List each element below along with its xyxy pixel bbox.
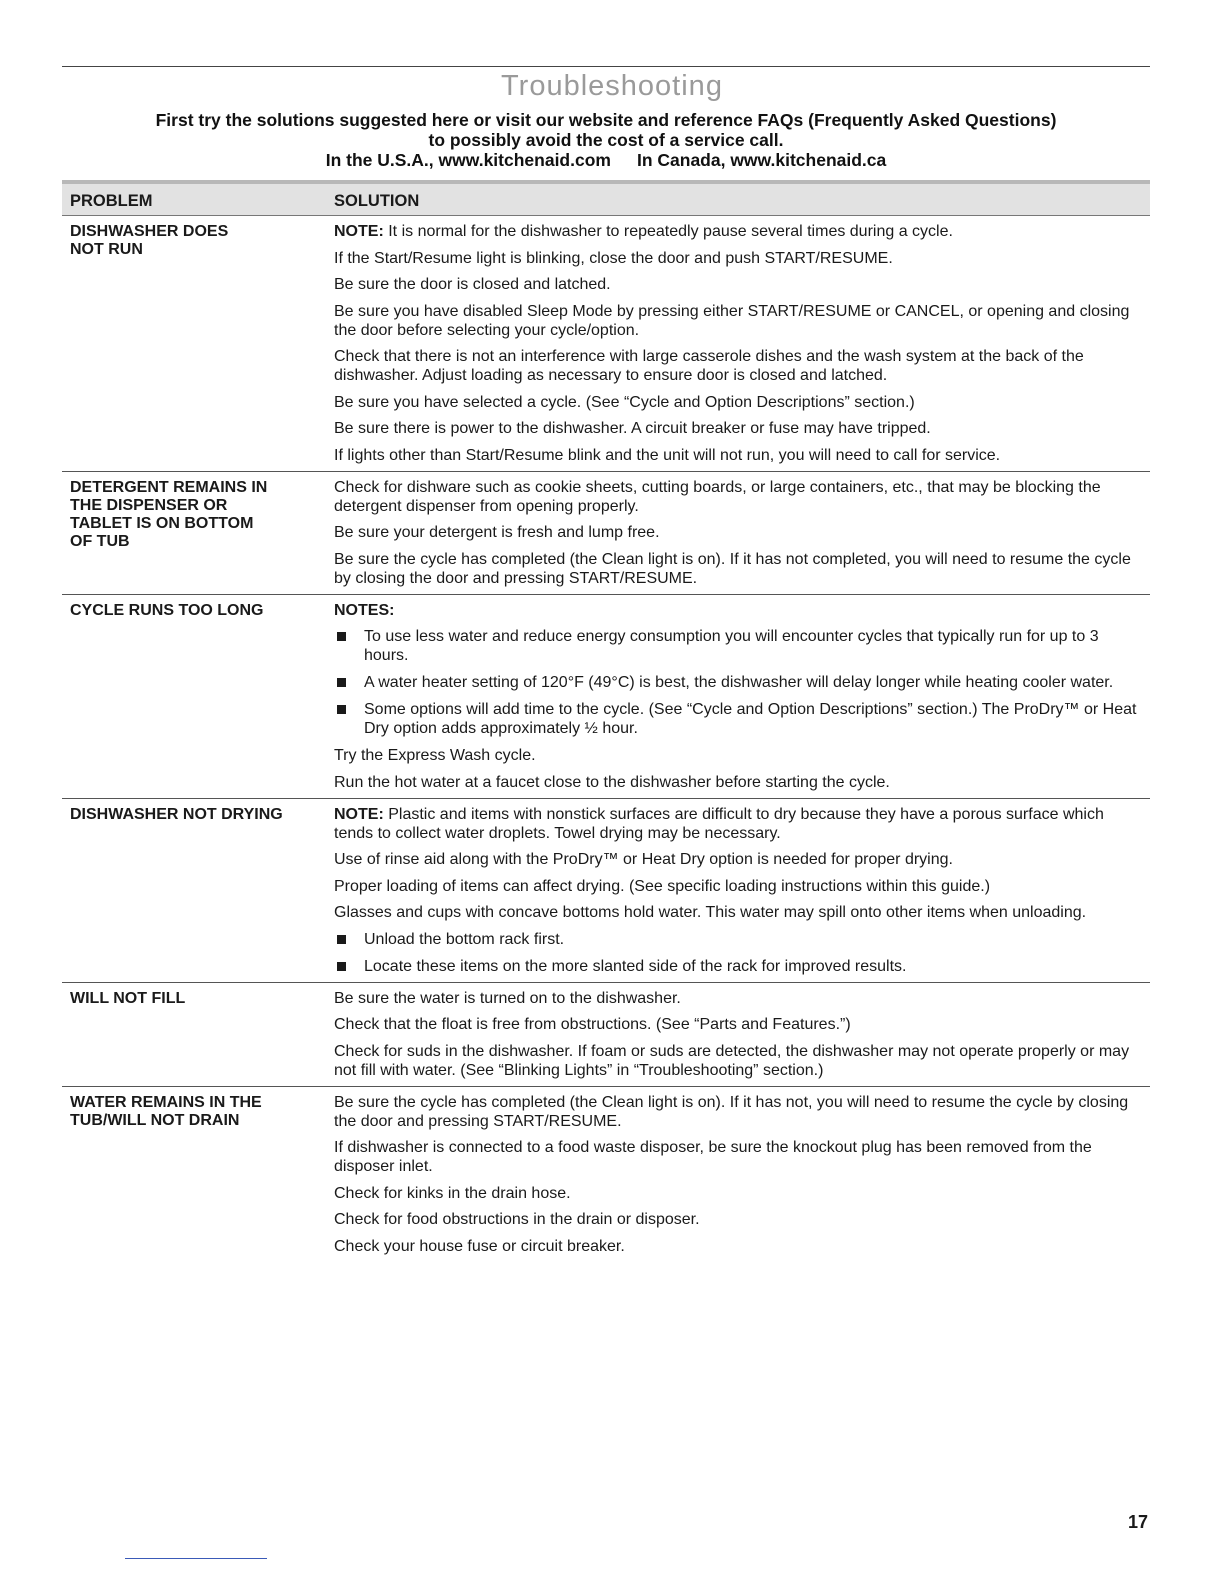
solution-note (334, 805, 1142, 843)
solution-cell (334, 222, 1150, 465)
table-row (62, 216, 1150, 472)
solution-cell (334, 1093, 1150, 1256)
note-label: NOTE: (334, 223, 384, 240)
problem-cell (62, 222, 334, 465)
problem-text: DETERGENT REMAINS IN THE DISPENSER OR TABLET IS ON BOTTOM OF TUB (70, 478, 268, 550)
solution-item: Use of rinse aid along with the ProDry™ or Heat Dry option is needed for proper drying. (334, 851, 953, 868)
solution-item: Be sure your detergent is fresh and lump free. (334, 524, 660, 541)
problem-text: WILL NOT FILL (70, 989, 186, 1007)
troubleshooting-table (62, 216, 1150, 1262)
solution-cell (334, 989, 1150, 1080)
table-row (62, 595, 1150, 799)
solution-cell (334, 601, 1150, 792)
bullet-text: Unload the bottom rack first. (364, 930, 565, 948)
bullet-item (334, 957, 1142, 976)
bullet-text: A water heater setting of 120°F (49°C) is best, the dishwasher will delay longer while heating cooler water. (364, 674, 1114, 691)
intro-websites (62, 150, 1150, 170)
intro-text (62, 110, 1150, 170)
solution-item: Check your house fuse or circuit breaker. (334, 1237, 625, 1255)
square-bullet-icon (337, 962, 346, 971)
notes-label: NOTES: (334, 601, 395, 619)
bullet-item (334, 673, 1142, 692)
problem-cell (62, 989, 334, 1080)
problem-cell (62, 805, 334, 976)
intro-line-1: First try the solutions suggested here or visit our website and reference FAQs (Frequently Asked Questions) (155, 110, 1057, 130)
canada-website: In Canada, www.kitchenaid.ca (636, 150, 887, 170)
problem-text: CYCLE RUNS TOO LONG (70, 601, 264, 619)
usa-website: In the U.S.A., www.kitchenaid.com (325, 150, 611, 170)
solution-item: Glasses and cups with concave bottoms hold water. This water may spill onto other items when unloading. (334, 904, 1087, 921)
bullet-item (334, 930, 1142, 949)
solution-cell (334, 805, 1150, 976)
solution-note (334, 222, 1142, 241)
solution-item: If the Start/Resume light is blinking, close the door and push START/RESUME. (334, 249, 893, 267)
solution-item: Be sure the cycle has completed (the Clean light is on). If it has not, you will need to resume the cycle by closing the door and pressing START/RESUME. (334, 1093, 1129, 1130)
solution-item: Proper loading of items can affect drying. (See specific loading instructions within this guide.) (334, 877, 991, 895)
solution-item: Try the Express Wash cycle. (334, 747, 536, 764)
solution-cell (334, 478, 1150, 588)
note-text: Plastic and items with nonstick surfaces are difficult to dry because they have a porous surface which tends to collect water droplets. Towel drying may be necessary. (334, 805, 1104, 842)
square-bullet-icon (337, 632, 346, 641)
bullet-text: Locate these items on the more slanted side of the rack for improved results. (364, 957, 907, 975)
solution-item: Be sure there is power to the dishwasher. A circuit breaker or fuse may have tripped. (334, 420, 931, 437)
problem-text: DISHWASHER DOES NOT RUN (70, 223, 229, 258)
solution-item: Check for kinks in the drain hose. (334, 1184, 571, 1202)
solution-item: Check for dishware such as cookie sheets, cutting boards, or large containers, etc., that may be blocking the detergent dispenser from opening properly. (334, 478, 1101, 515)
page-number: 17 (1128, 1512, 1149, 1532)
table-row (62, 799, 1150, 983)
page-title: Troubleshooting (501, 70, 723, 102)
note-label: NOTE: (334, 805, 384, 823)
solution-item: If lights other than Start/Resume blink and the unit will not run, you will need to call for service. (334, 446, 1001, 464)
solution-item: Check that the float is free from obstructions. (See “Parts and Features.”) (334, 1016, 851, 1033)
note-text: It is normal for the dishwasher to repeatedly pause several times during a cycle. (383, 223, 953, 240)
problem-cell (62, 478, 334, 588)
problem-cell (62, 601, 334, 792)
square-bullet-icon (337, 678, 346, 687)
solution-item: Be sure the door is closed and latched. (334, 276, 611, 293)
footer-link-line (125, 1558, 267, 1559)
solution-item: Be sure you have disabled Sleep Mode by pressing either START/RESUME or CANCEL, or opening and closing the door before selecting your cycle/option. (334, 302, 1130, 339)
table-header (62, 180, 1150, 216)
table-row (62, 983, 1150, 1087)
bullet-item (334, 700, 1142, 738)
solution-item: Be sure the cycle has completed (the Clean light is on). If it has not completed, you will need to resume the cycle by closing the door and pressing START/RESUME. (334, 550, 1131, 587)
bullet-text: Some options will add time to the cycle. (See “Cycle and Option Descriptions” section.) The ProDry™ or Heat Dry option adds approximately ½ hour. (364, 701, 1137, 737)
problem-text: DISHWASHER NOT DRYING (70, 805, 283, 823)
square-bullet-icon (337, 935, 346, 944)
problem-text: WATER REMAINS IN THE TUB/WILL NOT DRAIN (70, 1093, 262, 1129)
header-solution: SOLUTION (334, 192, 420, 210)
solution-item: If dishwasher is connected to a food waste disposer, be sure the knockout plug has been removed from the disposer inlet. (334, 1139, 1092, 1175)
intro-line-2: to possibly avoid the cost of a service call. (428, 130, 784, 150)
square-bullet-icon (337, 705, 346, 714)
table-row (62, 1087, 1150, 1262)
problem-cell (62, 1093, 334, 1256)
top-rule (62, 66, 1150, 67)
solution-item: Check that there is not an interference with large casserole dishes and the wash system at the back of the dishwasher. Adjust loading as necessary to ensure door is closed and latched. (334, 348, 1084, 384)
table-row (62, 472, 1150, 595)
solution-item: Be sure you have selected a cycle. (See “Cycle and Option Descriptions” section.) (334, 393, 915, 411)
solution-item: Check for suds in the dishwasher. If foam or suds are detected, the dishwasher may not operate properly or may not fill with water. (See “Blinking Lights” in “Troubleshooting” section.) (334, 1042, 1130, 1079)
solution-item: Check for food obstructions in the drain or disposer. (334, 1211, 700, 1228)
solution-item: Be sure the water is turned on to the dishwasher. (334, 989, 681, 1007)
bullet-item (334, 627, 1142, 665)
bullet-text: To use less water and reduce energy consumption you will encounter cycles that typically run for up to 3 hours. (364, 628, 1099, 664)
header-problem: PROBLEM (70, 192, 153, 210)
solution-item: Run the hot water at a faucet close to the dishwasher before starting the cycle. (334, 773, 890, 791)
